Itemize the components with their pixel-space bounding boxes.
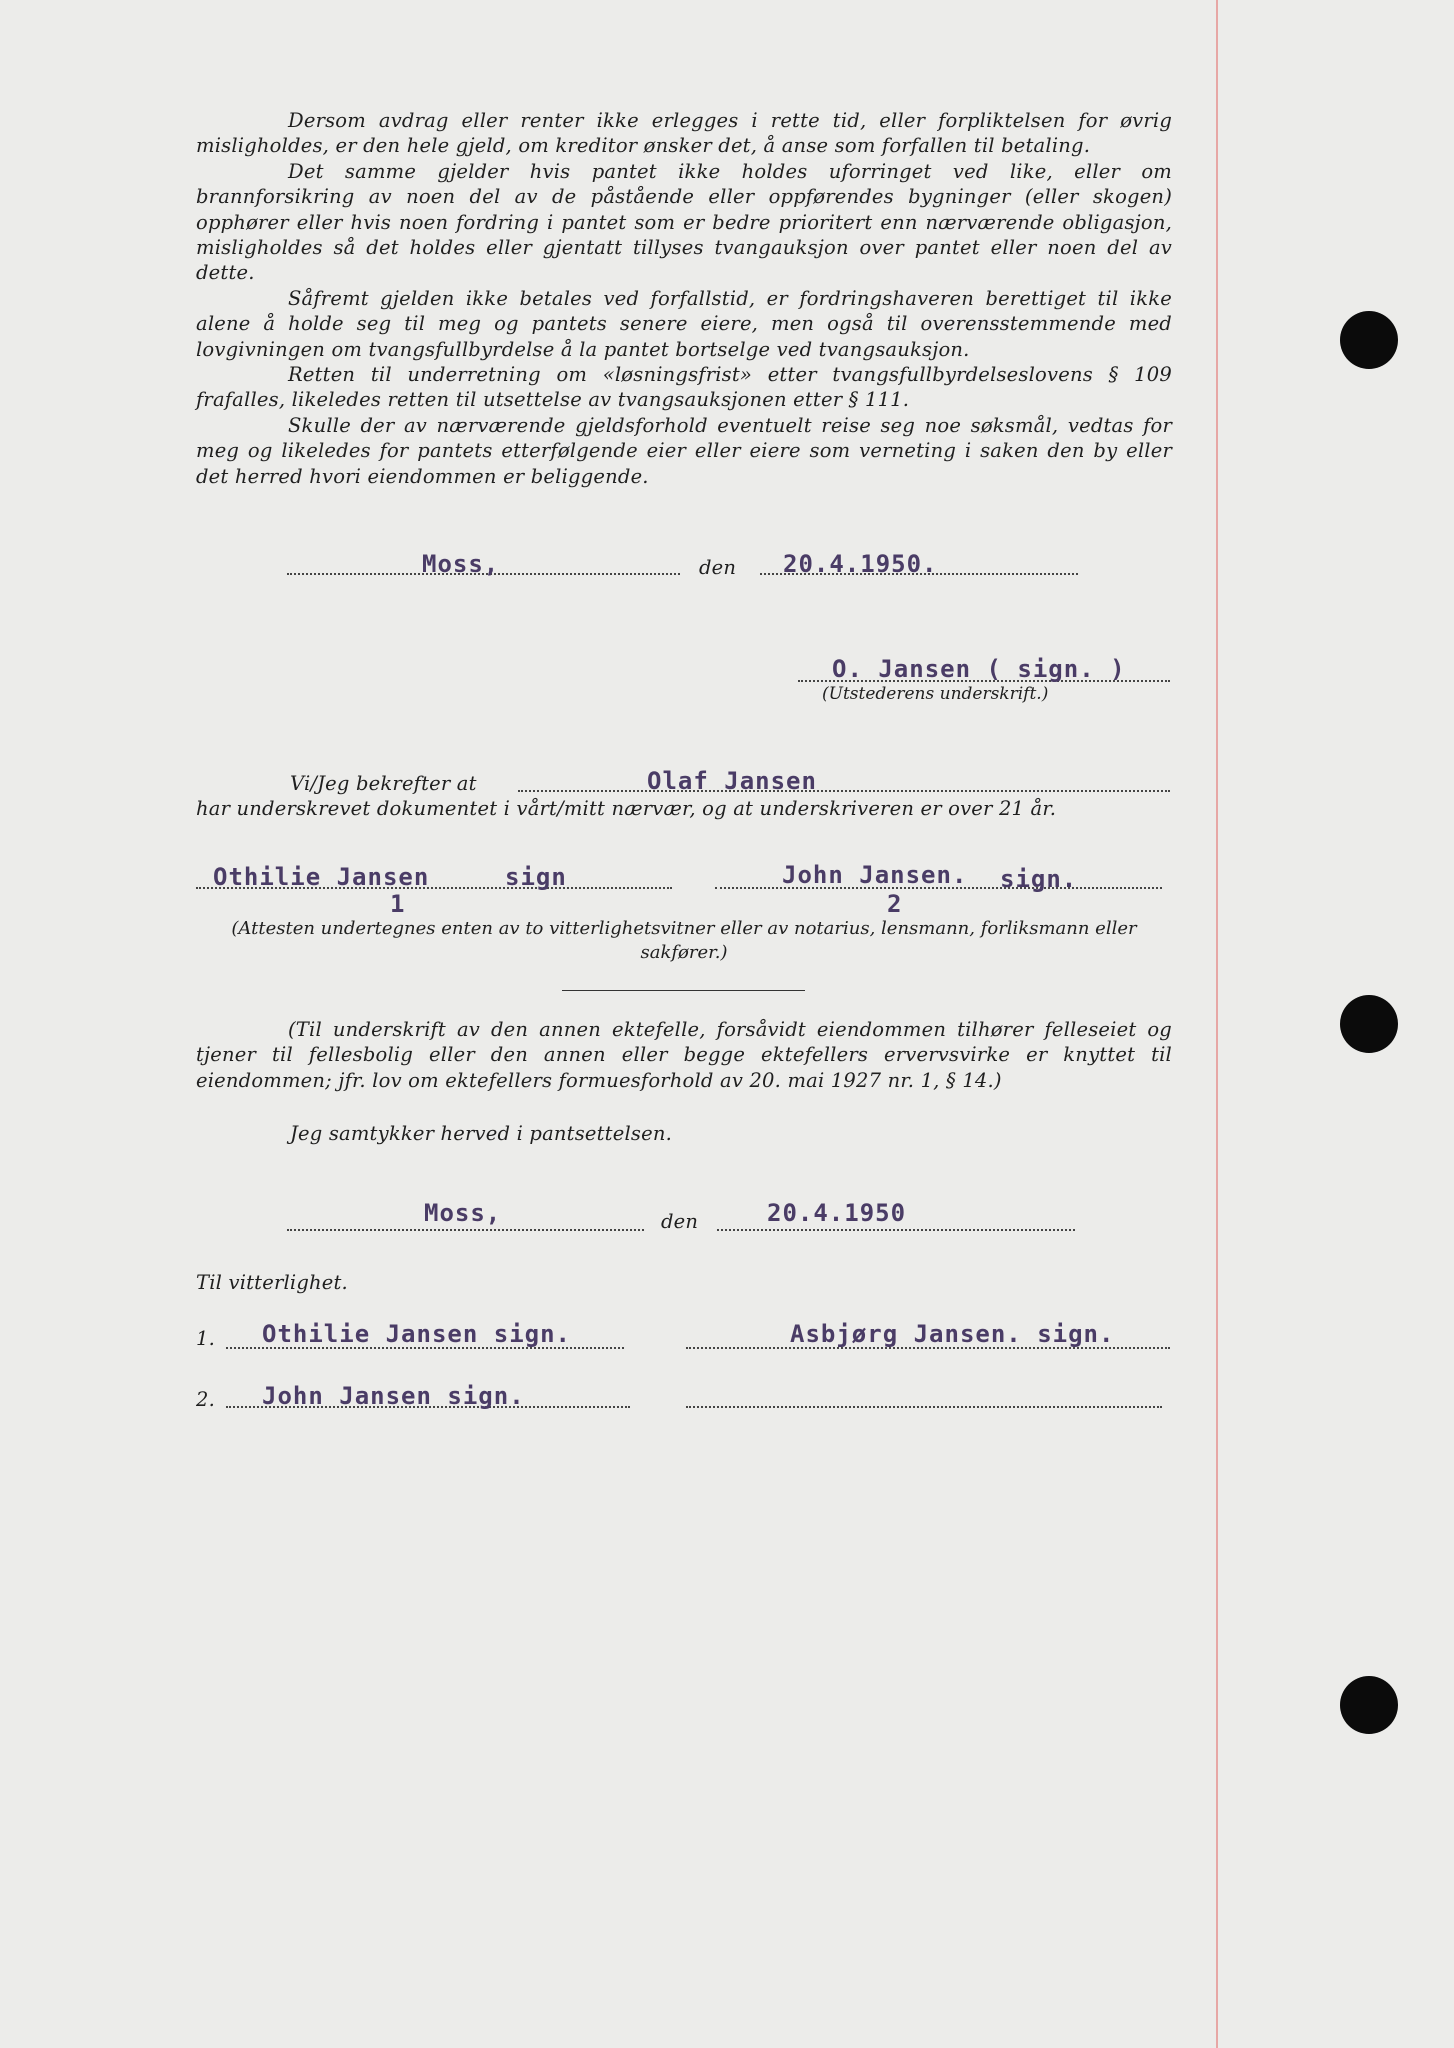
confirm-prefix: Vi/Jeg bekrefter at xyxy=(290,772,477,795)
signature-caption: (Utstederens underskrift.) xyxy=(822,684,1049,704)
row2-number: 2. xyxy=(196,1388,216,1411)
terms-paragraph: Dersom avdrag eller renter ikke erlegges i rette tid, eller forpliktelsen for øvrig misligholdes, er den hele gjeld, om kreditor ønsker det, å anse som forfallen til betaling. xyxy=(196,109,1172,158)
witness2-number: 2 xyxy=(887,890,903,918)
spouse-date-line xyxy=(717,1229,1075,1231)
consent-text: Jeg samtykker herved i pantsettelsen. xyxy=(290,1122,673,1145)
terms-text xyxy=(196,108,1172,489)
confirm-name: Olaf Jansen xyxy=(647,767,817,795)
punch-hole xyxy=(1340,311,1398,369)
attestation-note: (Attesten undertegnes enten av to vitterlighetsvitner eller av notarius, lensmann, forliksmann eller sakfører.) xyxy=(231,918,1137,963)
spouse-date: 20.4.1950 xyxy=(767,1199,907,1227)
den-label: den xyxy=(699,556,737,579)
row1-right-name: Asbjørg Jansen. sign. xyxy=(790,1320,1115,1348)
witness2-name: John Jansen. xyxy=(782,861,968,889)
spouse-place: Moss, xyxy=(424,1199,502,1227)
row1-number: 1. xyxy=(196,1327,216,1350)
row2-left-name: John Jansen sign. xyxy=(262,1382,525,1410)
confirm-name-line xyxy=(518,790,1170,792)
witness-heading: Til vitterlighet. xyxy=(196,1271,348,1294)
punch-hole xyxy=(1340,995,1398,1053)
witness1-number: 1 xyxy=(390,890,406,918)
row1-left-name: Othilie Jansen sign. xyxy=(262,1320,571,1348)
margin-rule xyxy=(1216,0,1218,2048)
issuer-signature: O. Jansen ( sign. ) xyxy=(832,655,1126,683)
terms-paragraph: Retten til underretning om «løsningsfrist» etter tvangsfullbyrdelseslovens § 109 frafalles, likeledes retten til utsettelse av tvangsauksjonen etter § 111. xyxy=(196,363,1172,412)
terms-paragraph: Det samme gjelder hvis pantet ikke holdes uforringet ved like, eller om brannforsikring av noen del av de påstående eller oppførendes bygninger (eller skogen) opphører eller hvis noen fordring i pantet som er bedre prioritert enn nærværende obligasjon, misligholdes så det holdes eller gjentatt tillyses tvangauksjon over pantet eller noen del av dette. xyxy=(196,159,1172,285)
witness1-sign: sign xyxy=(505,863,567,891)
witness2-sign: sign. xyxy=(1000,865,1078,893)
confirm-text: har underskrevet dokumentet i vårt/mitt nærvær, og at underskriveren er over 21 år. xyxy=(196,797,1057,820)
issuer-place: Moss, xyxy=(422,550,500,578)
spouse-den-label: den xyxy=(661,1210,699,1233)
terms-paragraph: Skulle der av nærværende gjeldsforhold eventuelt reise seg noe søksmål, vedtas for meg og likeledes for pantets etterfølgende eier eller eiere som verneting i saken den by eller det herred hvori eiendommen er beliggende. xyxy=(196,413,1172,488)
separator-rule xyxy=(562,990,805,991)
issuer-date: 20.4.1950. xyxy=(783,550,938,578)
spouse-note: (Til underskrift av den annen ektefelle, forsåvidt eiendommen tilhører felleseiet og tjener til fellesbolig eller den annen eller begge ektefellers ervervsvirke er knyttet til eiendommen; jfr. lov om ektefellers formuesforhold av 20. mai 1927 nr. 1, § 14.) xyxy=(196,1018,1172,1092)
spouse-place-line xyxy=(287,1229,644,1231)
witness1-name: Othilie Jansen xyxy=(213,863,430,891)
terms-paragraph: Såfremt gjelden ikke betales ved forfallstid, er fordringshaveren berettiget til ikke alene å holde seg til meg og pantets senere eiere, men også til overensstemmende med lovgivningen om tvangsfullbyrdelse å la pantet bortselge ved tvangsauksjon. xyxy=(196,286,1172,361)
punch-hole xyxy=(1340,1676,1398,1734)
row2-right-line xyxy=(686,1406,1162,1408)
